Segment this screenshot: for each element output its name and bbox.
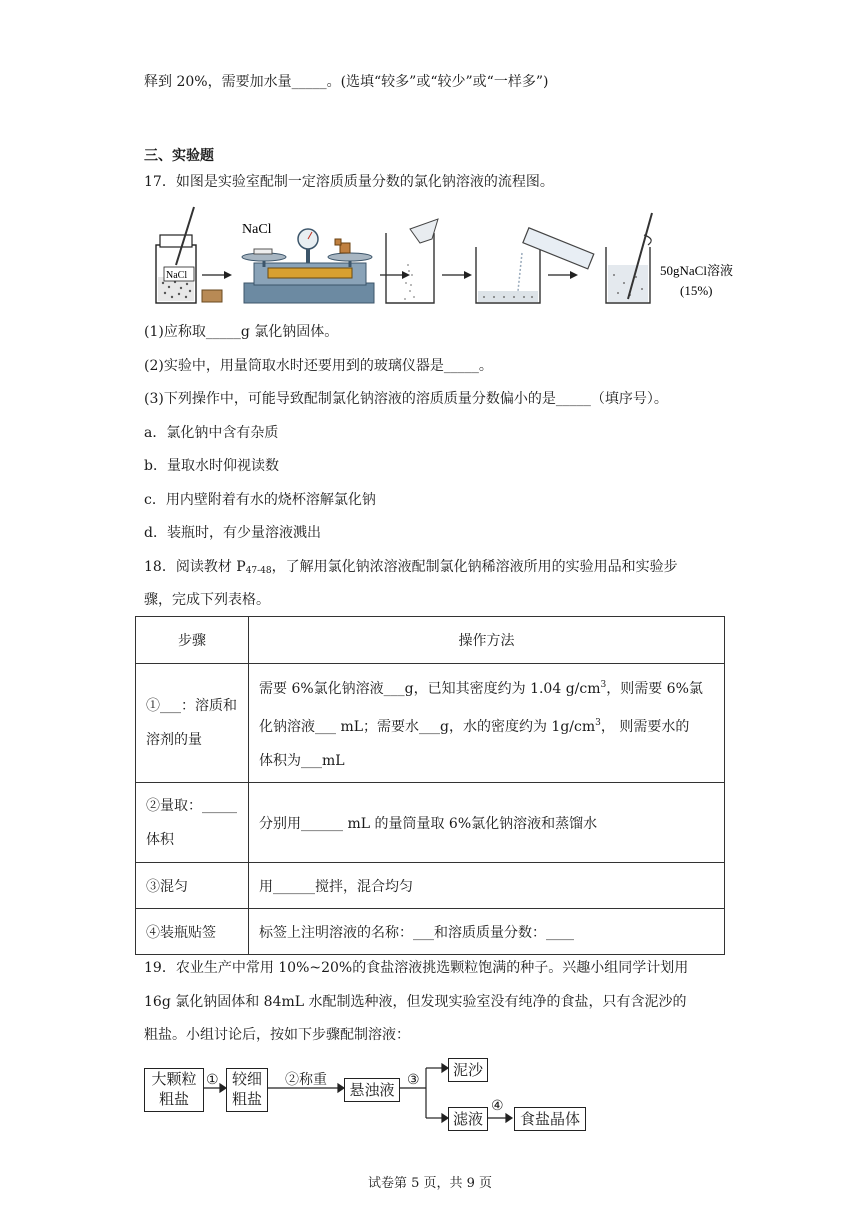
- flow-step1: ①: [206, 1072, 219, 1088]
- header-step: 步骤: [136, 617, 249, 664]
- solution-percent: (15%): [680, 283, 713, 298]
- step-cell: ①___：溶质和溶剂的量: [136, 664, 249, 783]
- q17-option-a: a．氯化钠中含有杂质: [144, 425, 279, 441]
- table-row: [136, 909, 725, 955]
- solution-label: 50gNaCl溶液: [660, 263, 733, 278]
- q17-option-d: d．装瓶时，有少量溶液溅出: [144, 525, 321, 541]
- page-footer: 试卷第 5 页，共 9 页: [367, 1176, 493, 1191]
- q17-sub1: (1)应称取_____g 氯化钠固体。: [144, 324, 339, 340]
- method-cell: 分别用______ mL 的量筒量取 6%氯化钠溶液和蒸馏水: [249, 783, 725, 863]
- steps-table: [135, 616, 725, 955]
- table-row: [136, 863, 725, 909]
- section-title: 三、实验题: [144, 148, 214, 164]
- step-cell: ④装瓶贴签: [136, 909, 249, 955]
- flow-step3: ③: [407, 1072, 420, 1088]
- nacl-preparation-figure: [150, 205, 750, 310]
- q17-sub2: (2)实验中，用量筒取水时还要用到的玻璃仪器是_____。: [144, 358, 493, 374]
- q17-sub3: (3)下列操作中，可能导致配制氯化钠溶液的溶质质量分数偏小的是_____（填序号）。: [144, 391, 668, 407]
- flow-step4: ④: [491, 1098, 504, 1114]
- jar-label: NaCl: [166, 270, 188, 281]
- arrow-icon: [202, 271, 232, 279]
- arrow-icon: [380, 271, 410, 279]
- flow-box-salt-crystal: 食盐晶体: [514, 1107, 586, 1131]
- q18-stem-line2: 骤，完成下列表格。: [144, 592, 270, 608]
- q19-line1: 19．农业生产中常用 10%~20%的食盐溶液挑选颗粒饱满的种子。兴趣小组同学计划用: [144, 960, 689, 976]
- beaker-cylinder-icon: [476, 228, 594, 303]
- q18-stem-line1: 18．阅读教材 $P_{47-48}$，了解用氯化钠浓溶液配制氯化钠稀溶液所用的实验用品和实验步: [144, 559, 678, 576]
- reagent-jar-icon: [156, 207, 196, 303]
- flow-box-coarse-salt: 大颗粒粗盐: [144, 1068, 204, 1112]
- spoon-lid-icon: [202, 290, 222, 302]
- method-cell: 用______搅拌，混合均匀: [249, 863, 725, 909]
- table-row: [136, 783, 725, 863]
- q19-line3: 粗盐。小组讨论后，按如下步骤配制溶液：: [144, 1027, 410, 1043]
- beaker-stirring-icon: [606, 213, 652, 303]
- q17-option-b: b．量取水时仰视读数: [144, 458, 279, 474]
- beaker-funnel-icon: [386, 219, 438, 303]
- balance-icon: [242, 222, 374, 303]
- step-cell: ②量取：_____体积: [136, 783, 249, 863]
- q17-option-c: c．用内壁附着有水的烧杯溶解氯化钠: [144, 492, 376, 508]
- arrow-icon: [548, 271, 578, 279]
- flow-box-fine-salt: 较细粗盐: [226, 1068, 268, 1112]
- flow-box-filtrate: 滤液: [448, 1107, 488, 1131]
- header-method: 操作方法: [249, 617, 725, 664]
- balance-nacl-label: NaCl: [242, 222, 272, 237]
- table-row: [136, 664, 725, 783]
- method-cell: 标签上注明溶液的名称：___和溶质质量分数：____: [249, 909, 725, 955]
- method-cell: 需要 6%氯化钠溶液___g，已知其密度约为 1.04 $g/cm^3$，则需要 6%氯 化钠溶液___ mL；需要水___g，水的密度约为 $1g/cm^3$， 则需要水的 体积为___mL: [249, 664, 725, 783]
- step-cell: ③混匀: [136, 863, 249, 909]
- q19-line2: 16g 氯化钠固体和 84mL 水配制选种液，但发现实验室没有纯净的食盐，只有含泥沙的: [144, 994, 687, 1010]
- flow-box-suspension: 悬浊液: [344, 1078, 400, 1102]
- table-header-row: [136, 617, 725, 664]
- flow-step2: ②称重: [285, 1072, 327, 1088]
- carryover-line: 释到 20%，需要加水量_____。(选填“较多”或“较少”或“一样多”): [144, 74, 549, 90]
- q17-stem: 17．如图是实验室配制一定溶质质量分数的氯化钠溶液的流程图。: [144, 174, 554, 190]
- flow-box-sand: 泥沙: [448, 1058, 488, 1082]
- arrow-icon: [442, 271, 472, 279]
